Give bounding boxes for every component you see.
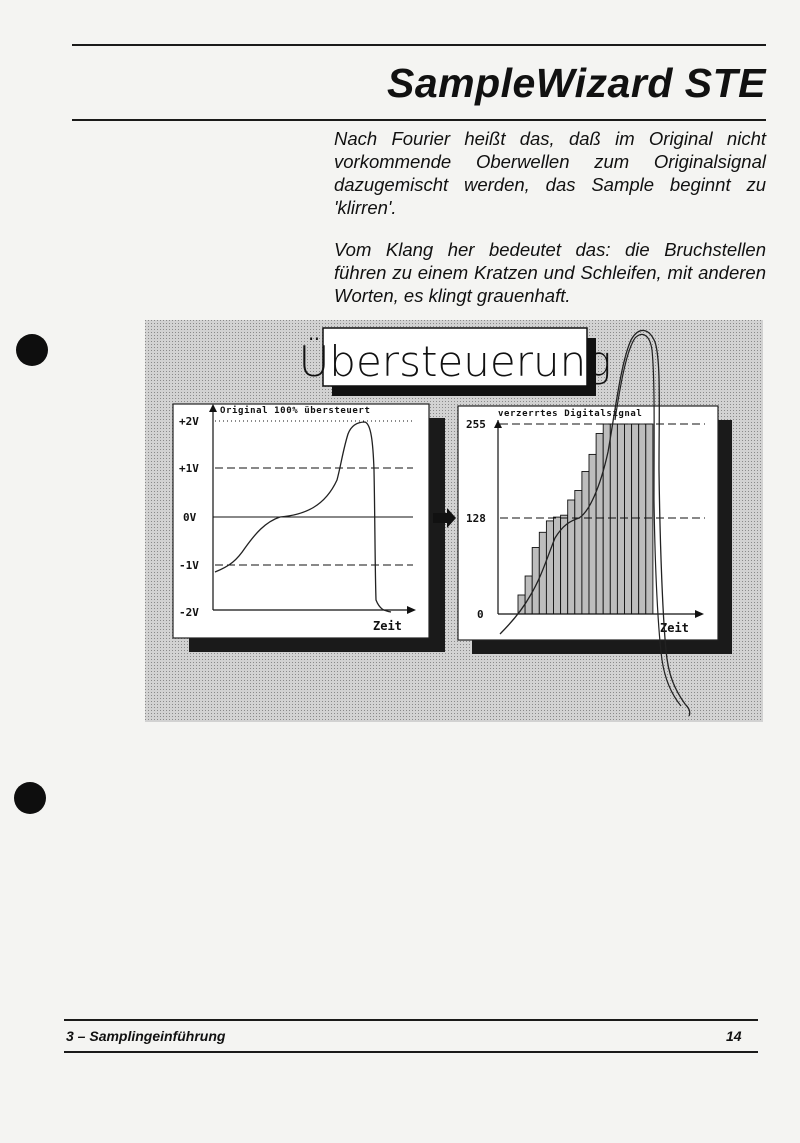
punch-hole-bottom bbox=[14, 782, 46, 814]
digital-step-bar bbox=[596, 434, 603, 615]
left-tick-label: +2V bbox=[179, 415, 199, 428]
page-title: SampleWizard STE bbox=[386, 60, 766, 106]
punch-hole-top bbox=[16, 334, 48, 366]
footer-page-number: 14 bbox=[726, 1028, 742, 1044]
overdrive-figure bbox=[145, 320, 763, 722]
digital-step-bar bbox=[568, 500, 575, 614]
left-x-label: Zeit bbox=[373, 619, 402, 633]
footer-rule-bottom bbox=[64, 1051, 758, 1053]
right-x-label: Zeit bbox=[660, 621, 689, 635]
left-panel bbox=[173, 404, 445, 652]
left-tick-label: 0V bbox=[183, 511, 197, 524]
digital-step-bar bbox=[582, 472, 589, 615]
right-tick-label: 0 bbox=[477, 608, 484, 621]
digital-step-bar bbox=[646, 424, 653, 614]
digital-step-bar bbox=[603, 424, 610, 614]
digital-step-bar bbox=[610, 424, 617, 614]
digital-step-bar bbox=[539, 532, 546, 614]
digital-step-bar bbox=[625, 424, 632, 614]
left-tick-label: -1V bbox=[179, 559, 199, 572]
left-panel-box bbox=[173, 404, 429, 638]
top-rule bbox=[72, 44, 766, 46]
left-tick-label: -2V bbox=[179, 606, 199, 619]
paragraph-2: Vom Klang her bedeutet das: die Bruchstellen führen zu einem Kratzen und Schleifen, mit anderen Worten, es klingt grauenhaft. bbox=[334, 239, 766, 306]
title-rule bbox=[72, 119, 766, 121]
right-tick-label: 128 bbox=[466, 512, 486, 525]
digital-step-bar bbox=[617, 424, 624, 614]
footer-chapter: 3 – Samplingeinführung bbox=[66, 1028, 226, 1044]
paragraph-1: Nach Fourier heißt das, daß im Original nicht vorkommende Oberwellen zum Originalsignal dazugemischt werden, das Sample beginnt zu 'klirren'. bbox=[334, 128, 766, 218]
digital-step-bar bbox=[561, 515, 568, 614]
left-tick-label: +1V bbox=[179, 462, 199, 475]
digital-step-bar bbox=[632, 424, 639, 614]
banner-title: Übersteuerung bbox=[298, 337, 612, 386]
digital-step-bar bbox=[546, 521, 553, 614]
right-tick-label: 255 bbox=[466, 418, 486, 431]
left-panel-title: Original 100% übersteuert bbox=[220, 406, 371, 416]
digital-step-bar bbox=[575, 491, 582, 615]
footer-rule-top bbox=[64, 1019, 758, 1021]
right-panel-title: verzerrtes Digitalsignal bbox=[498, 409, 643, 419]
digital-step-bar bbox=[639, 424, 646, 614]
digital-step-bar bbox=[589, 454, 596, 614]
